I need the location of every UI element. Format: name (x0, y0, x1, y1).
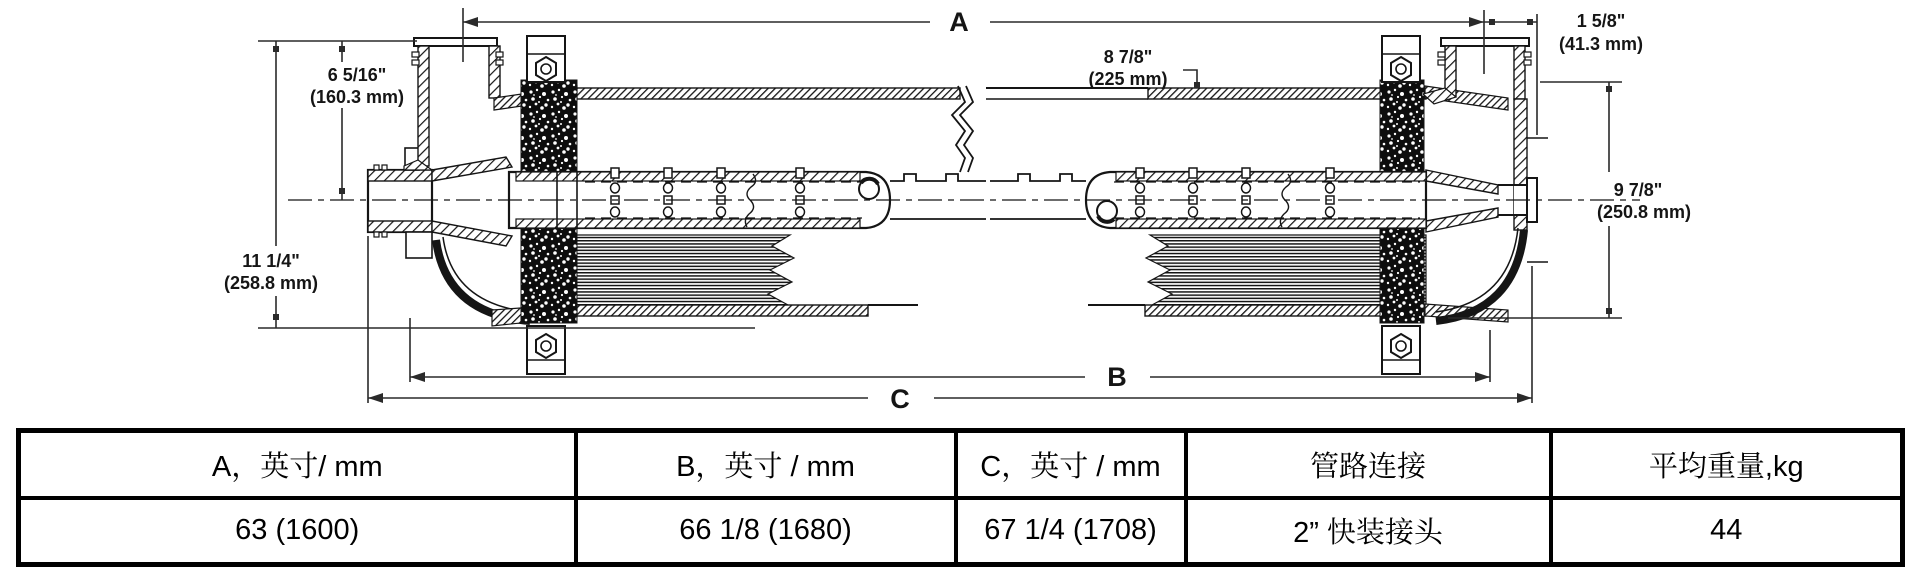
value-dim-c: 67 1/4 (1708) (956, 498, 1186, 565)
bracket-left-top (527, 36, 565, 82)
shell-top-edge (575, 88, 1426, 99)
bracket-right-bottom (1382, 326, 1420, 374)
shell-bottom-edge (575, 305, 1426, 316)
dim-band-inches: 8 7/8" (1103, 47, 1153, 67)
header-average-weight: 平均重量,kg (1551, 431, 1903, 498)
spec-table (16, 428, 1905, 567)
dim-overall-height-inches: 11 1/4" (242, 251, 300, 271)
dim-C-label: C (890, 384, 910, 414)
dim-band (1088, 47, 1200, 89)
bracket-left-bottom (527, 326, 565, 374)
dim-A (463, 7, 1484, 74)
dim-stub (1484, 11, 1643, 135)
dim-overall-height-mm: (258.8 mm) (223, 273, 319, 293)
spec-table-data-row (19, 498, 1903, 565)
header-dim-c: C，英寸 / mm (956, 431, 1186, 498)
dim-A-label: A (949, 7, 969, 37)
header-pipe-connection: 管路连接 (1186, 431, 1551, 498)
dim-shell-dia-inches: 9 7/8" (1613, 180, 1663, 200)
dim-stub-inches: 1 5/8" (1576, 11, 1626, 31)
dim-stub-mm: (41.3 mm) (1558, 34, 1644, 54)
break-line-icon (960, 86, 973, 172)
header-dim-b: B，英寸 / mm (576, 431, 956, 498)
bracket-right-top (1382, 36, 1420, 82)
module-body (288, 36, 1640, 374)
value-average-weight: 44 (1551, 498, 1903, 565)
value-dim-a: 63 (1600) (19, 498, 576, 565)
value-pipe-connection: 2” 快装接头 (1186, 498, 1551, 565)
center-tube-right (1086, 168, 1426, 228)
dim-port-height-inches: 6 5/16" (327, 65, 387, 85)
tube-connector-center (890, 174, 1086, 219)
dim-shell-dia-mm: (250.8 mm) (1596, 202, 1692, 222)
dim-B-label: B (1107, 362, 1127, 392)
spec-table-header-row (19, 431, 1903, 498)
center-tube-left (509, 168, 890, 228)
value-dim-b: 66 1/8 (1680) (576, 498, 956, 565)
dim-port-height-mm: (160.3 mm) (309, 87, 405, 107)
dim-B (410, 318, 1490, 392)
header-dim-a: A，英寸/ mm (19, 431, 576, 498)
dimensions (224, 7, 1691, 414)
dim-band-mm: (225 mm) (1088, 69, 1168, 89)
